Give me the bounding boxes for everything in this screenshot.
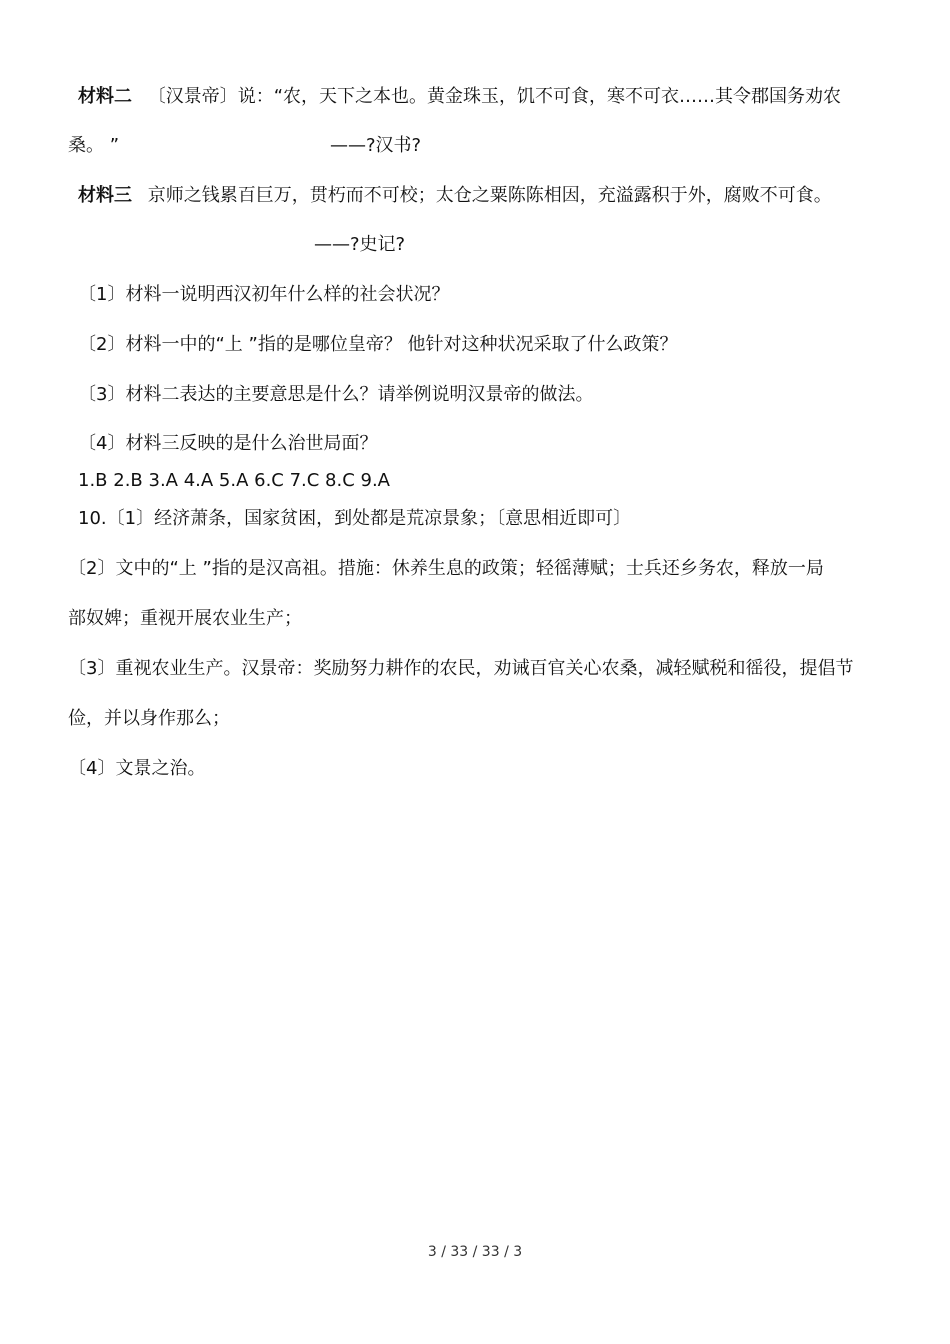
answer-10-2-line-1: 〔2〕文中的“上 ”指的是汉高祖。措施：休养生息的政策；轻徭薄赋；士兵还乡务农，释放一局 — [68, 558, 824, 579]
material-2-paragraph — [78, 85, 841, 109]
question-1: 〔1〕材料一说明西汉初年什么样的社会状况？ — [78, 284, 450, 305]
answer-10-3-line-1: 〔3〕重视农业生产。汉景帝：奖励努力耕作的农民，劝诫百官关心农桑，减轻赋税和徭役，提倡节 — [68, 658, 854, 679]
answer-choices: 1.B 2.B 3.A 4.A 5.A 6.C 7.C 8.C 9.A — [78, 470, 390, 491]
question-3: 〔3〕材料二表达的主要意思是什么？请举例说明汉景帝的做法。 — [78, 384, 594, 405]
material-3-source: ——?史记? — [314, 234, 406, 255]
answer-10-2-line-2: 部奴婢；重视开展农业生产； — [68, 608, 302, 629]
material-2-source: ——?汉书? — [330, 135, 422, 156]
answer-10-1: 10.〔1〕经济萧条，国家贫困，到处都是荒凉景象；〔意思相近即可〕 — [78, 508, 632, 529]
answer-10-3-line-2: 俭，并以身作那么； — [68, 708, 230, 729]
question-4: 〔4〕材料三反映的是什么治世局面？ — [78, 433, 378, 454]
material-2-continuation: 桑。 ” — [68, 135, 120, 156]
answer-10-4: 〔4〕文景之治。 — [68, 758, 206, 779]
material-3-label: 材料三 — [78, 185, 132, 206]
material-2-text: 〔汉景帝〕说：“农，天下之本也。黄金珠玉，饥不可食，寒不可衣……其令郡国务劝农 — [147, 86, 842, 107]
page-footer: 3 / 33 / 33 / 3 — [427, 1244, 523, 1260]
question-2: 〔2〕材料一中的“上 ”指的是哪位皇帝？ 他针对这种状况采取了什么政策？ — [78, 334, 678, 355]
material-2-label: 材料二 — [78, 86, 132, 107]
material-3-text: 京师之钱累百巨万，贯朽而不可校；太仓之粟陈陈相因，充溢露积于外，腐败不可食。 — [147, 185, 832, 206]
material-3-paragraph — [78, 184, 832, 208]
